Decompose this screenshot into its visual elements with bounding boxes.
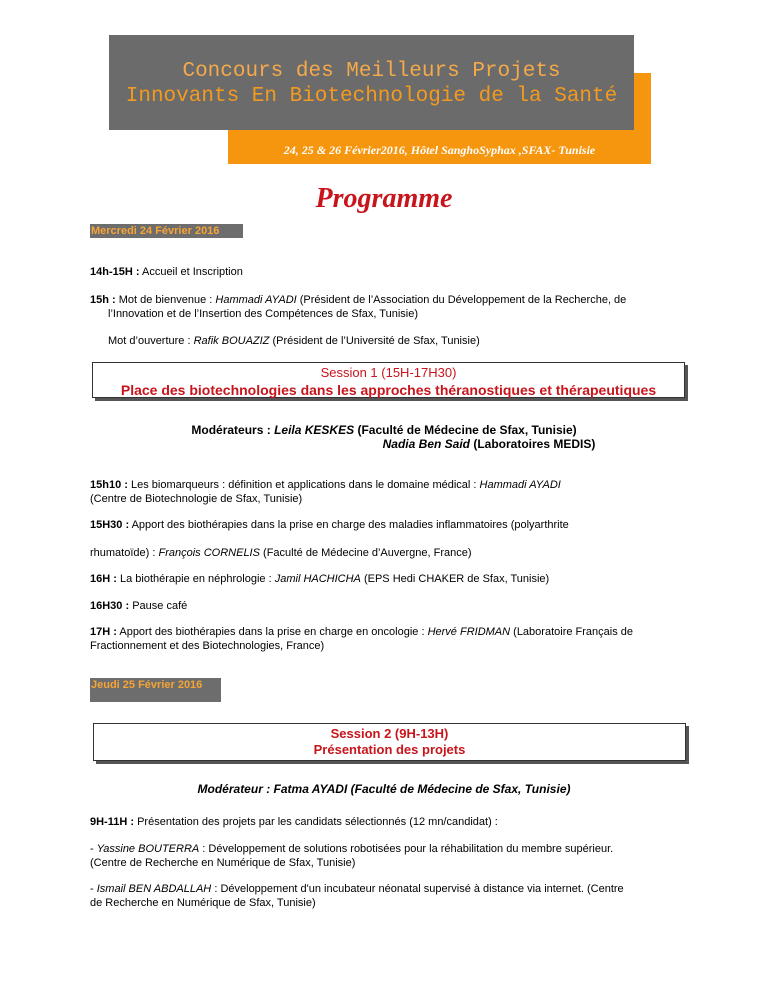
talk-1530: 15H30 : Apport des biothérapies dans la prise en charge des maladies inflammatoires (polyarthrite (90, 519, 569, 531)
session2-theme: Présentation des projets (313, 742, 466, 757)
session2-box (93, 723, 686, 761)
day2-label: Jeudi 25 Février 2016 (90, 678, 221, 702)
event-title-line2: Innovants En Biotechnologie de la Santé (125, 85, 618, 108)
event-title-line1: Concours des Meilleurs Projets (182, 60, 561, 83)
session2-title: Session 2 (9H-13H) (330, 726, 449, 741)
schedule-bienvenue: 15h : Mot de bienvenue : Hammadi AYADI (Président de l’Association du Développement de la Recherche, de (90, 294, 627, 306)
project-2: - Ismail BEN ABDALLAH : Développement d'un incubateur néonatal supervisé à distance via internet. (Centre (90, 883, 624, 895)
talk-17h: 17H : Apport des biothérapies dans la prise en charge en oncologie : Hervé FRIDMAN (Laboratoire Français de (90, 626, 633, 638)
project-1: - Yassine BOUTERRA : Développement de solutions robotisées pour la réhabilitation du membre supérieur. (90, 843, 614, 855)
talk-16h: 16H : La biothérapie en néphrologie : Jamil HACHICHA (EPS Hedi CHAKER de Sfax, Tunisie) (90, 573, 550, 585)
talk-1630: 16H30 : Pause café (90, 600, 188, 612)
session2-moderator: Modérateur : Fatma AYADI (Faculté de Médecine de Sfax, Tunisie) (197, 782, 571, 796)
talk-1530-cont: rhumatoïde) : François CORNELIS (Faculté de Médecine d’Auvergne, France) (90, 547, 472, 559)
day1-label: Mercredi 24 Février 2016 (90, 224, 243, 238)
project-1-cont: (Centre de Recherche en Numérique de Sfax, Tunisie) (90, 857, 356, 869)
session1-box (92, 362, 685, 398)
session1-theme: Place des biotechnologies dans les approches théranostiques et thérapeutiques (120, 382, 657, 398)
session1-moderator2: Nadia Ben Said (Laboratoires MEDIS) (382, 437, 596, 451)
session1-moderator1: Modérateurs : Leila KESKES (Faculté de Médecine de Sfax, Tunisie) (191, 423, 577, 437)
talk-1510: 15h10 : Les biomarqueurs : définition et applications dans le domaine médical : Hammadi AYADI (90, 479, 561, 491)
programme-heading: Programme (315, 183, 453, 214)
schedule-bienvenue-cont: l’Innovation et de l’Insertion des Compétences de Sfax, Tunisie) (108, 308, 419, 320)
talk-1510-cont: (Centre de Biotechnologie de Sfax, Tunisie) (90, 493, 303, 505)
session1-title: Session 1 (15H-17H30) (320, 365, 457, 380)
schedule-accueil: 14h-15H : Accueil et Inscription (90, 266, 243, 278)
event-dates-location: 24, 25 & 26 Février2016, Hôtel SanghoSyphax ,SFAX- Tunisie (283, 143, 596, 157)
talk-17h-cont: Fractionnement et des Biotechnologies, France) (90, 640, 325, 652)
project-2-cont: de Recherche en Numérique de Sfax, Tunisie) (90, 897, 316, 909)
session2-intro: 9H-11H : Présentation des projets par les candidats sélectionnés (12 mn/candidat) : (90, 816, 498, 828)
schedule-ouverture: Mot d’ouverture : Rafik BOUAZIZ (Président de l’Université de Sfax, Tunisie) (108, 335, 480, 347)
